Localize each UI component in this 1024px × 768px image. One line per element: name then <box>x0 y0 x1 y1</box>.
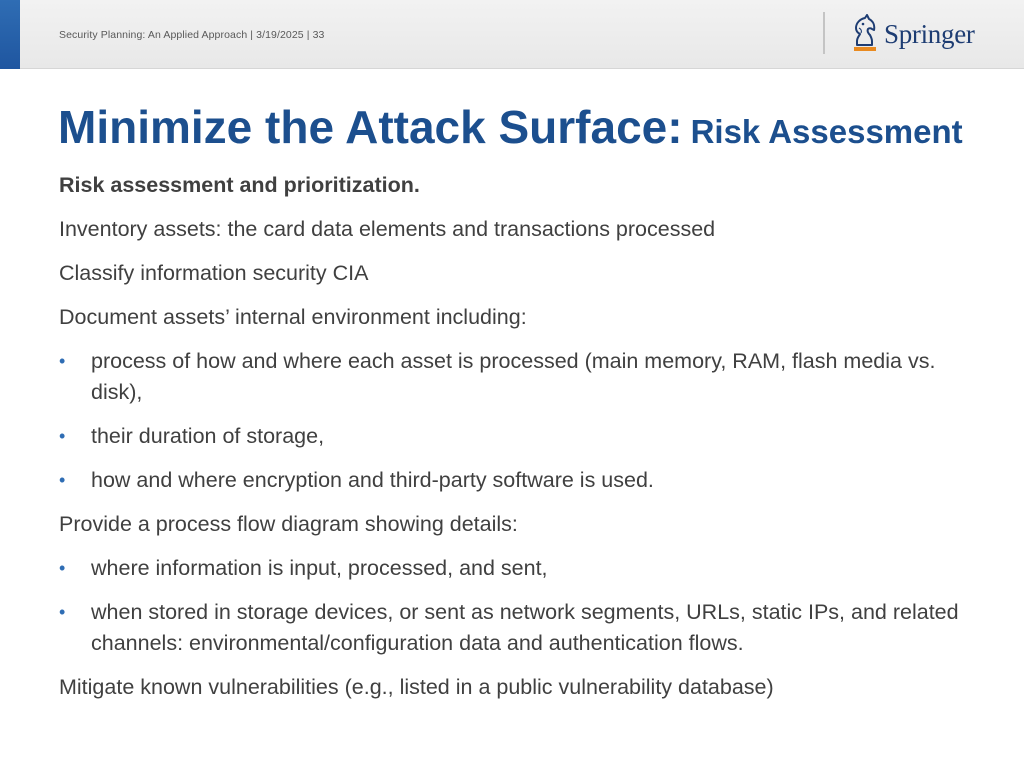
springer-logo <box>850 12 975 56</box>
bullet-item <box>59 597 989 659</box>
paragraph-inventory-assets: Inventory assets: the card data elements and transactions processed <box>59 217 716 241</box>
bullet-text: process of how and where each asset is processed (main memory, RAM, flash media vs. disk), <box>91 349 936 404</box>
paragraph-document-assets: Document assets’ internal environment including: <box>59 305 527 329</box>
slide-body <box>59 170 989 716</box>
bullet-text: when stored in storage devices, or sent as network segments, URLs, static IPs, and related channels: environmental/configuration data and authentication flows. <box>91 600 959 655</box>
logo-divider <box>823 12 825 54</box>
slide-title-main: Minimize the Attack Surface: <box>58 101 683 153</box>
paragraph-risk-assessment: Risk assessment and prioritization. <box>59 173 420 197</box>
slide-title-subtitle: Risk Assessment <box>690 113 963 150</box>
knight-chess-piece-icon <box>850 14 880 54</box>
bullet-text: their duration of storage, <box>91 424 325 448</box>
bullet-item <box>59 421 989 452</box>
bullet-icon: • <box>59 602 66 622</box>
paragraph-classify-cia: Classify information security CIA <box>59 261 369 285</box>
bullet-icon: • <box>59 426 66 446</box>
logo-text: Springer <box>884 18 975 49</box>
bullet-text: how and where encryption and third-party software is used. <box>91 468 654 492</box>
bullet-item <box>59 346 989 408</box>
bullet-item <box>59 553 989 584</box>
bullet-icon: • <box>59 470 66 490</box>
bullet-icon: • <box>59 558 66 578</box>
slide-header <box>0 0 1024 69</box>
bullet-icon: • <box>59 351 66 371</box>
paragraph-mitigate-vulnerabilities: Mitigate known vulnerabilities (e.g., listed in a public vulnerability database) <box>59 675 774 699</box>
slide-title <box>58 100 963 155</box>
bullet-text: where information is input, processed, and sent, <box>91 556 548 580</box>
header-accent-bar <box>0 0 20 69</box>
bullet-item <box>59 465 989 496</box>
paragraph-process-flow: Provide a process flow diagram showing details: <box>59 512 518 536</box>
slide-footer-info: Security Planning: An Applied Approach | 3/19/2025 | 33 <box>59 29 325 41</box>
